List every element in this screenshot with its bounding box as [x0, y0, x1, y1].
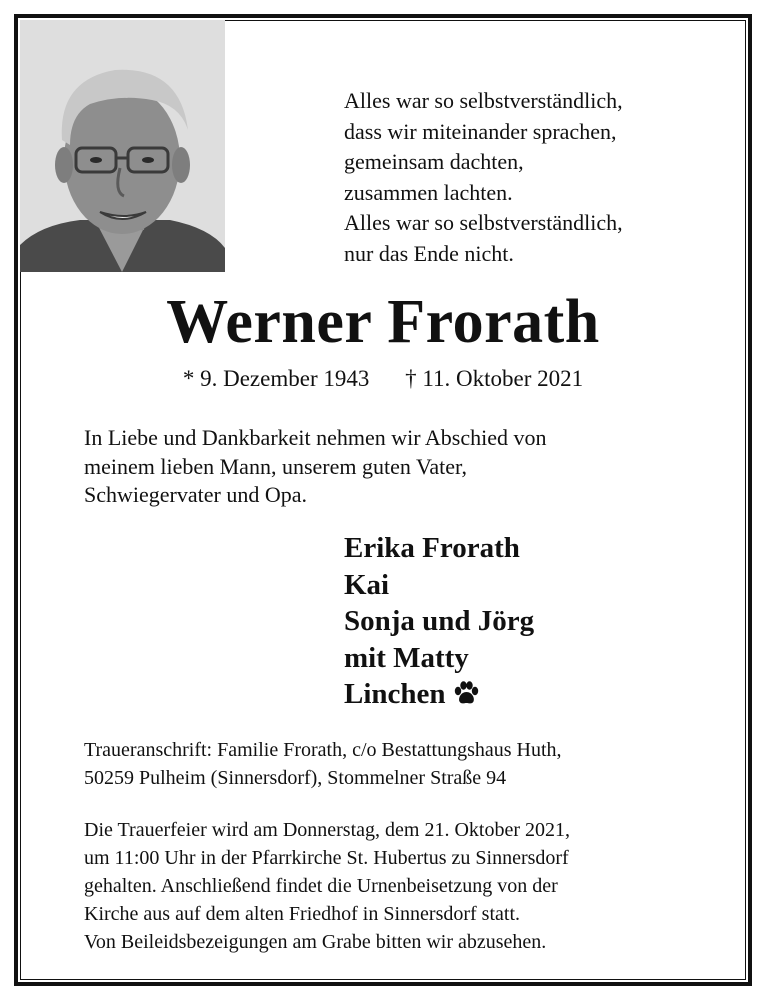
ceremony-info [84, 816, 570, 956]
birth-date: * 9. Dezember 1943 [182, 366, 370, 391]
poem-line: Alles war so selbstverständlich, [344, 210, 623, 236]
poem-line: Alles war so selbstverständlich, [344, 88, 623, 113]
family-member: Linchen [344, 678, 446, 710]
paw-print-icon [452, 680, 480, 708]
family-member: Kai [344, 568, 390, 601]
ceremony-line: um 11:00 Uhr in der Pfarrkirche St. Hubertus zu Sinnersdorf [84, 847, 569, 869]
poem-line: zusammen lachten. [344, 179, 513, 205]
poem-line: nur das Ende nicht. [344, 240, 514, 266]
poem [344, 86, 623, 270]
ceremony-line: Von Beileidsbezeigungen am Grabe bitten wir abzusehen. [84, 931, 547, 953]
poem-line: dass wir miteinander sprachen, [344, 118, 617, 144]
death-date: † 11. Oktober 2021 [405, 366, 584, 391]
ceremony-line: Die Trauerfeier wird am Donnerstag, dem 21. Oktober 2021, [84, 819, 570, 841]
family-member: Erika Frorath [344, 532, 520, 564]
farewell-line: meinem lieben Mann, unserem guten Vater, [84, 453, 467, 479]
portrait-illustration [20, 20, 225, 272]
farewell-line: In Liebe und Dankbarkeit nehmen wir Abschied von [84, 425, 547, 450]
life-dates [0, 364, 766, 394]
ceremony-line: gehalten. Anschließend findet die Urnenbeisetzung von der [84, 875, 558, 897]
ceremony-line: Kirche aus auf dem alten Friedhof in Sinnersdorf statt. [84, 903, 520, 925]
address-line: Traueranschrift: Familie Frorath, c/o Bestattungshaus Huth, [84, 739, 562, 761]
portrait-photo [20, 20, 225, 272]
mourning-address [84, 736, 562, 792]
farewell-text [84, 424, 546, 510]
family-member-pet [344, 676, 534, 713]
address-line: 50259 Pulheim (Sinnersdorf), Stommelner Straße 94 [84, 767, 507, 789]
family-signatures [344, 530, 534, 713]
family-member: mit Matty [344, 641, 469, 674]
poem-line: gemeinsam dachten, [344, 149, 524, 175]
family-member: Sonja und Jörg [344, 605, 535, 637]
deceased-name: Werner Frorath [166, 288, 600, 356]
farewell-line: Schwiegervater und Opa. [84, 482, 307, 508]
